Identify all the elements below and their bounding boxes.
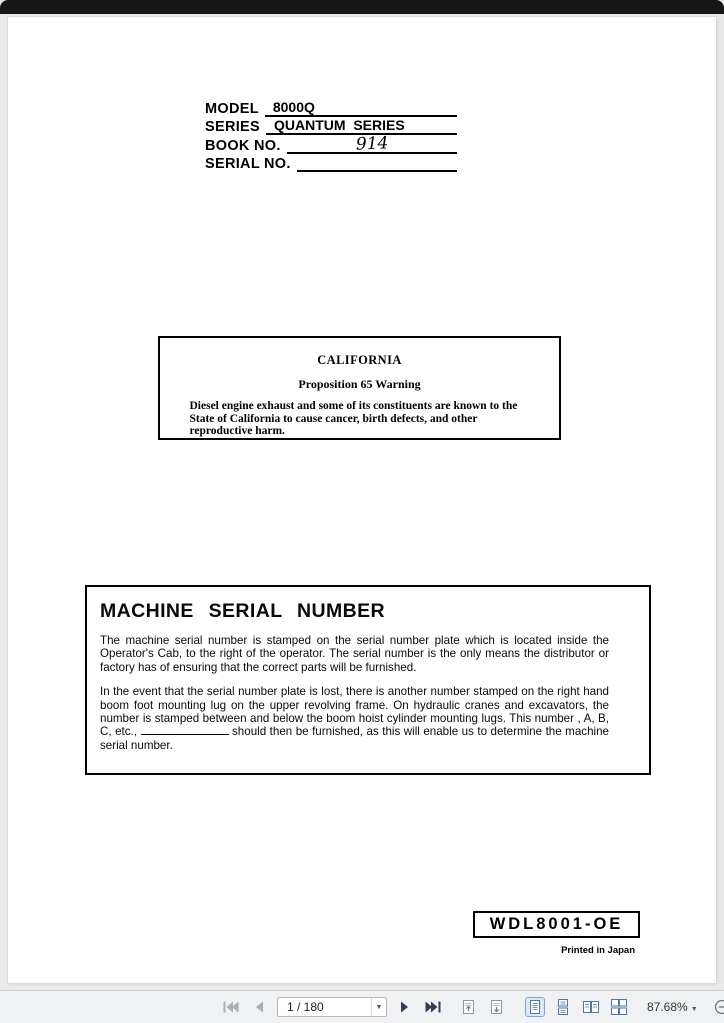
field-row-serial-no (205, 154, 457, 173)
single-page-view-button[interactable] (525, 997, 545, 1017)
field-label: MODEL (205, 100, 259, 117)
printed-note: Printed in Japan (561, 945, 635, 956)
field-line (265, 100, 457, 117)
continuous-view-icon (556, 999, 570, 1015)
field-line (266, 118, 457, 135)
zoom-out-button[interactable] (712, 997, 724, 1017)
blank-line (141, 726, 229, 735)
field-label: SERIAL NO. (205, 156, 291, 172)
continuous-view-button[interactable] (553, 997, 573, 1017)
zoom-out-icon (714, 999, 724, 1015)
machine-serial-title: MACHINE SERIAL NUMBER (100, 600, 385, 622)
continuous-facing-view-icon (610, 999, 628, 1015)
last-page-button[interactable] (423, 997, 443, 1017)
next-page-button[interactable] (395, 997, 415, 1017)
page-number-dropdown[interactable] (371, 998, 386, 1016)
first-page-icon (223, 1001, 239, 1013)
next-view-button[interactable] (487, 997, 507, 1017)
header-fields (205, 98, 457, 172)
viewer-area (0, 14, 724, 990)
last-page-icon (425, 1001, 441, 1013)
field-label: SERIES (205, 119, 260, 135)
field-line (297, 156, 457, 172)
facing-view-button[interactable] (581, 997, 601, 1017)
page-number-value: 1 / 180 (287, 1000, 324, 1014)
single-page-view-icon (528, 999, 542, 1015)
california-subtitle: Proposition 65 Warning (298, 377, 421, 391)
field-label: BOOK NO. (205, 137, 281, 154)
california-body: Diesel engine exhaust and some of its constituents are known to the State of California to cause cancer, birth defects, and other reproductive harm. (189, 400, 518, 438)
doc-code-box (473, 911, 640, 938)
previous-page-icon (254, 1001, 264, 1013)
field-row-book-no (205, 132, 457, 155)
machine-serial-paragraph-1: The machine serial number is stamped on the serial number plate which is located inside the Operator's Cab, to the right of the operator. The serial number is the only means the distributor or factory has of ensuring that the correct parts will be furnished. (100, 634, 609, 674)
field-line (287, 132, 457, 155)
california-title: CALIFORNIA (317, 353, 402, 367)
handwritten-book-number: 914 (355, 132, 389, 155)
machine-serial-paragraph-2 (100, 685, 609, 752)
field-value: QUANTUM SERIES (274, 117, 405, 133)
next-view-icon (490, 999, 504, 1015)
zoom-level-value: 87.68% (647, 1000, 688, 1014)
first-page-button[interactable] (221, 997, 241, 1017)
previous-view-icon (462, 999, 476, 1015)
field-row-model (205, 98, 457, 117)
titlebar (0, 0, 724, 14)
chevron-down-icon: ▼ (690, 1006, 698, 1013)
bottom-toolbar (0, 990, 724, 1023)
document-page (8, 17, 716, 983)
zoom-level-dropdown[interactable] (647, 1000, 698, 1014)
field-row-series (205, 117, 457, 136)
continuous-facing-view-button[interactable] (609, 997, 629, 1017)
chevron-down-icon: ▼ (375, 1003, 383, 1011)
paragraph-2-after: should then be furnished, as this will enable us to determine the machine serial number. (100, 725, 609, 752)
machine-serial-box (85, 585, 651, 775)
california-warning-box (158, 336, 561, 440)
doc-code: WDL8001-OE (489, 915, 624, 933)
previous-page-button[interactable] (249, 997, 269, 1017)
previous-view-button[interactable] (459, 997, 479, 1017)
field-value: 8000Q (272, 98, 315, 115)
toolbar-group (221, 997, 724, 1017)
next-page-icon (400, 1001, 410, 1013)
paragraph-2-before: In the event that the serial number plate is lost, there is another number stamped on the right hand boom foot mounting lug on the upper revolving frame. On hydraulic cranes and excavators, the number is stamped between and below the boom hoist cylinder mounting lugs. This number , A, B, C, etc., (100, 685, 609, 739)
facing-view-icon (582, 999, 600, 1015)
page-number-input[interactable] (277, 997, 387, 1017)
